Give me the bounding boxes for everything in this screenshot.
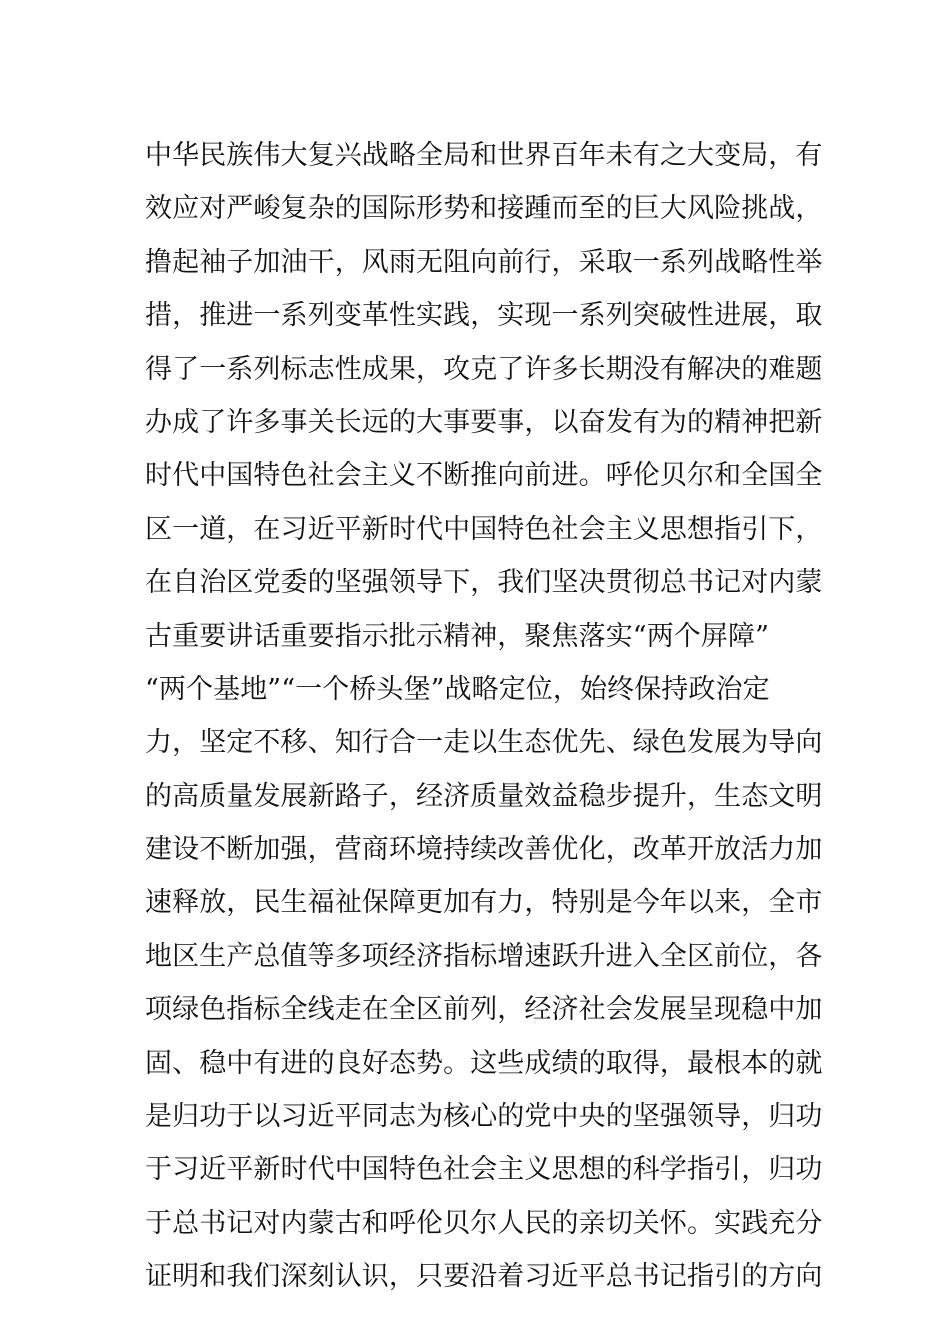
text-line: 证明和我们深刻认识，只要沿着习近平总书记指引的方向 [145, 1261, 823, 1293]
text-line: 区一道，在习近平新时代中国特色社会主义思想指引下， [145, 513, 823, 545]
text-line: 效应对严峻复杂的国际形势和接踵而至的巨大风险挑战， [145, 193, 823, 225]
text-line: 古重要讲话重要指示批示精神，聚焦落实“两个屏障” [145, 620, 770, 652]
text-line: 于总书记对内蒙古和呼伦贝尔人民的亲切关怀。实践充分 [145, 1207, 823, 1239]
text-line: 建设不断加强，营商环境持续改善优化，改革开放活力加 [145, 834, 823, 866]
text-line: 时代中国特色社会主义不断推向前进。呼伦贝尔和全国全 [145, 460, 823, 492]
text-line: 的高质量发展新路子，经济质量效益稳步提升，生态文明 [145, 780, 823, 812]
text-line: 是归功于以习近平同志为核心的党中央的坚强领导，归功 [145, 1101, 823, 1133]
text-line: 项绿色指标全线走在全区前列，经济社会发展呈现稳中加 [145, 994, 823, 1026]
text-line: “两个基地”“一个桥头堡”战略定位，始终保持政治定 [145, 673, 770, 705]
text-line: 速释放，民生福祉保障更加有力，特别是今年以来，全市 [145, 887, 823, 919]
text-line: 地区生产总值等多项经济指标增速跃升进入全区前位，各 [145, 940, 823, 972]
text-line: 力，坚定不移、知行合一走以生态优先、绿色发展为导向 [145, 727, 823, 759]
text-line: 办成了许多事关长远的大事要事，以奋发有为的精神把新 [145, 406, 823, 438]
text-line: 在自治区党委的坚强领导下，我们坚决贯彻总书记对内蒙 [145, 567, 823, 599]
text-line: 撸起袖子加油干，风雨无阻向前行，采取一系列战略性举 [145, 246, 823, 278]
text-line: 得了一系列标志性成果，攻克了许多长期没有解决的难题 [145, 353, 823, 385]
text-line: 措，推进一系列变革性实践，实现一系列突破性进展，取 [145, 300, 823, 332]
text-line: 中华民族伟大复兴战略全局和世界百年未有之大变局，有 [145, 140, 823, 171]
body-paragraph [145, 129, 823, 1304]
text-line: 于习近平新时代中国特色社会主义思想的科学指引，归功 [145, 1154, 823, 1186]
text-line: 固、稳中有进的良好态势。这些成绩的取得，最根本的就 [145, 1047, 823, 1079]
